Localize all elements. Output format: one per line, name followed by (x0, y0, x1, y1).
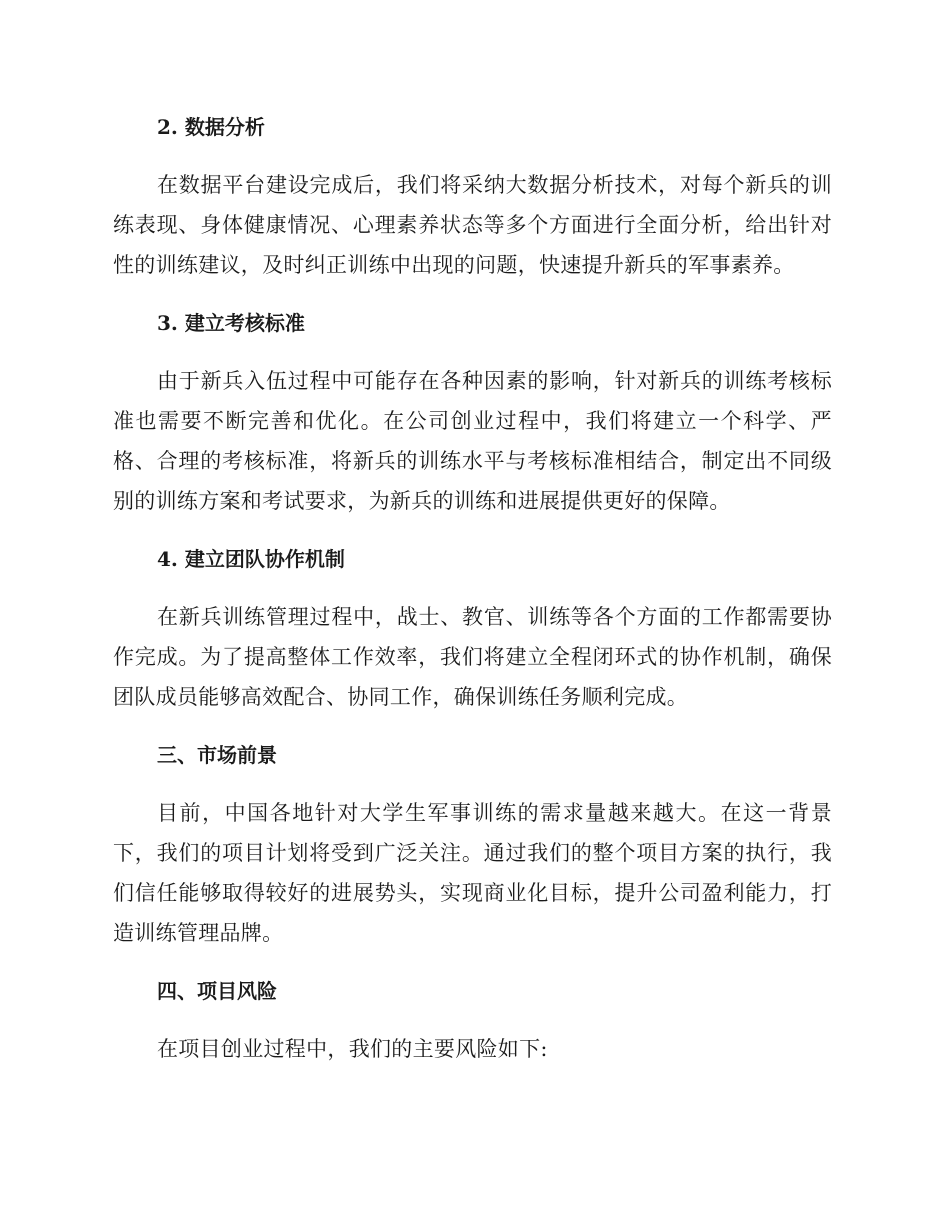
section-paragraph-team-collaboration: 在新兵训练管理过程中，战士、教官、训练等各个方面的工作都需要协作完成。为了提高整体工作效率，我们将建立全程闭环式的协作机制，确保团队成员能够高效配合、协同工作，确保训练任务顺利完成。 (113, 605, 832, 709)
section-paragraph-assessment-standards: 由于新兵入伍过程中可能存在各种因素的影响，针对新兵的训练考核标准也需要不断完善和优化。在公司创业过程中，我们将建立一个科学、严格、合理的考核标准，将新兵的训练水平与考核标准相结合，制定出不同级别的训练方案和考试要求，为新兵的训练和进展提供更好的保障。 (113, 369, 832, 513)
section-heading-data-analysis: 2. 数据分析 (157, 115, 265, 139)
section-heading-market-outlook: 三、市场前景 (157, 743, 277, 767)
section-paragraph-project-risks: 在项目创业过程中，我们的主要风险如下: (157, 1037, 548, 1061)
section-paragraph-market-outlook: 目前，中国各地针对大学生军事训练的需求量越来越大。在这一背景下，我们的项目计划将受到广泛关注。通过我们的整个项目方案的执行，我们信任能够取得较好的进展势头，实现商业化目标，提升公司盈利能力，打造训练管理品牌。 (113, 801, 832, 945)
section-paragraph-data-analysis: 在数据平台建设完成后，我们将采纳大数据分析技术，对每个新兵的训练表现、身体健康情况、心理素养状态等多个方面进行全面分析，给出针对性的训练建议，及时纠正训练中出现的问题，快速提升新兵的军事素养。 (113, 173, 832, 277)
section-heading-project-risks: 四、项目风险 (157, 979, 277, 1003)
section-heading-assessment-standards: 3. 建立考核标准 (157, 311, 305, 335)
section-heading-team-collaboration: 4. 建立团队协作机制 (157, 547, 345, 571)
